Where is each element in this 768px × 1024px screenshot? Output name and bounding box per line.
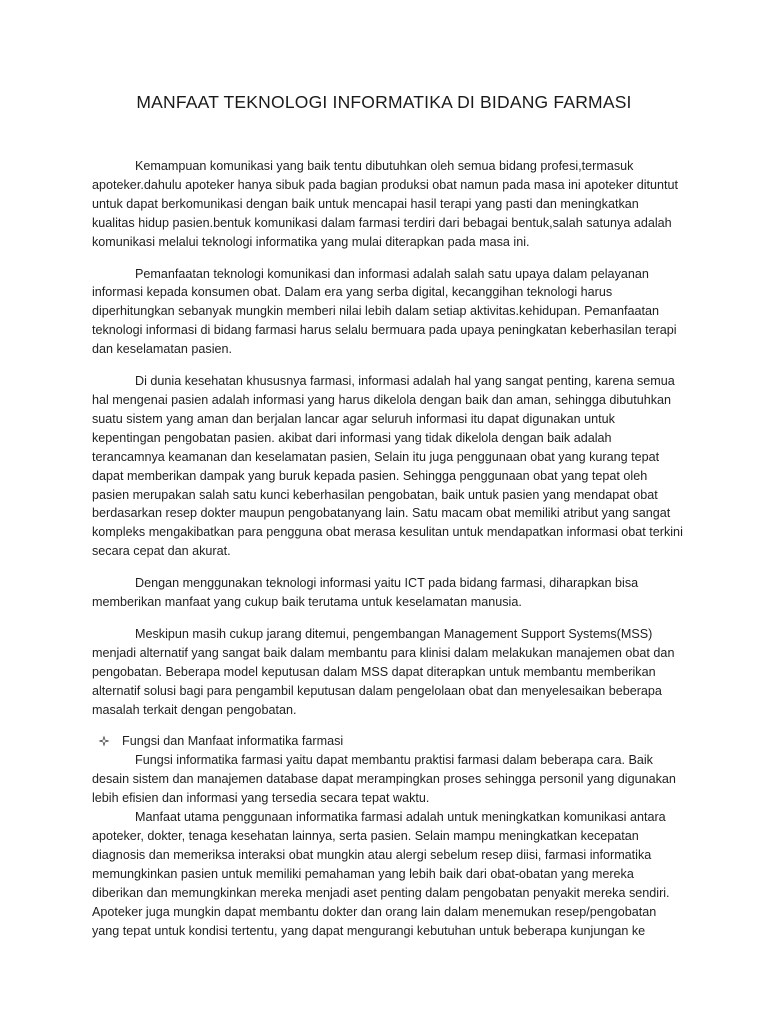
page-title: MANFAAT TEKNOLOGI INFORMATIKA DI BIDANG FARMASI: [136, 92, 632, 112]
section-paragraph-1: Fungsi informatika farmasi yaitu dapat membantu praktisi farmasi dalam beberapa cara. Baik desain sistem dan manajemen database dapat merampingkan proses sehingga personil yang digunakan lebih efisien dan informasi yang tersedia secara tepat waktu.: [92, 753, 676, 806]
paragraph-1: Kemampuan komunikasi yang baik tentu dibutuhkan oleh semua bidang profesi,termasuk apoteker.dahulu apoteker hanya sibuk pada bagian produksi obat namun pada masa ini apoteker dituntut untuk dapat berkomunikasi dengan baik untuk mencapai hasil terapi yang pasti dan meningkatkan kualitas hidup pasien.bentuk komunikasi dalam farmasi terdiri dari bebagai bentuk,salah satunya adalah komunikasi melalui teknologi informatika yang mulai diterapkan pada masa ini.: [92, 159, 679, 249]
document-body: [92, 157, 684, 940]
section-heading-text: Fungsi dan Manfaat informatika farmasi: [122, 734, 344, 749]
paragraph-3: Di dunia kesehatan khususnya farmasi, informasi adalah hal yang sangat penting, karena semua hal mengenai pasien adalah informasi yang harus dikelola dengan baik dan aman, sehingga dibutuhkan suatu sistem yang aman dan berjalan lancar agar seluruh informasi itu dapat digunakan untuk kepentingan pengobatan pasien. akibat dari informasi yang tidak dikelola dengan baik adalah terancamnya keamanan dan keselamatan pasien, Selain itu juga penggunaan obat yang kurang tepat dapat memberikan dampak yang buruk kepada pasien. Sehingga penggunaan obat yang tepat oleh pasien merupakan salah satu kunci keberhasilan pengobatan, baik untuk pasien yang mendapat obat berdasarkan resep dokter maupun pengobatanyang lain. Satu macam obat memiliki atribut yang sangat kompleks mengakibatkan para pengguna obat merasa kesulitan untuk mendapatkan informasi obat terkini secara cepat dan akurat.: [92, 374, 683, 559]
section-heading: [92, 732, 684, 751]
paragraph-2: Pemanfaatan teknologi komunikasi dan informasi adalah salah satu upaya dalam pelayanan informasi kepada konsumen obat. Dalam era yang serba digital, kecanggihan teknologi harus diperhitungkan sebanyak mungkin memberi nilai lebih dalam setiap aktivitas.kehidupan. Pemanfaatan teknologi informasi di bidang farmasi harus selalu bermuara pada upaya peningkatan keberhasilan terapi dan keselamatan pasien.: [92, 266, 677, 357]
paragraph-4: Dengan menggunakan teknologi informasi yaitu ICT pada bidang farmasi, diharapkan bisa memberikan manfaat yang cukup baik terutama untuk keselamatan manusia.: [92, 576, 639, 610]
paragraph-5: Meskipun masih cukup jarang ditemui, pengembangan Management Support Systems(MSS) menjadi alternatif yang sangat baik dalam membantu para klinisi dalam melakukan manajemen obat dan pengobatan. Beberapa model keputusan dalam MSS dapat diterapkan untuk membantu memberikan alternatif solusi bagi para pengambil keputusan dalam pengelolaan obat dan menyelesaikan beberapa masalah terkait dengan pengobatan.: [92, 626, 675, 717]
section-paragraph-2: Manfaat utama penggunaan informatika farmasi adalah untuk meningkatkan komunikasi antara apoteker, dokter, tenaga kesehatan lainnya, serta pasien. Selain mampu meningkatkan kecepatan diagnosis dan memeriksa interaksi obat mungkin atau alergi sebelum resep diisi, farmasi informatika memungkinkan pasien untuk memiliki pemahaman yang lebih baik dari obat-obatan yang mereka diberikan dan memungkinkan mereka menjadi aset penting dalam pengobatan penyakit mereka sendiri. Apoteker juga mungkin dapat membantu dokter dan orang lain dalam menemukan resep/pengobatan yang tepat untuk kondisi tertentu, yang dapat mengurangi kebutuhan untuk beberapa kunjungan ke: [92, 810, 670, 938]
diamond-bullet-icon: [98, 735, 110, 747]
